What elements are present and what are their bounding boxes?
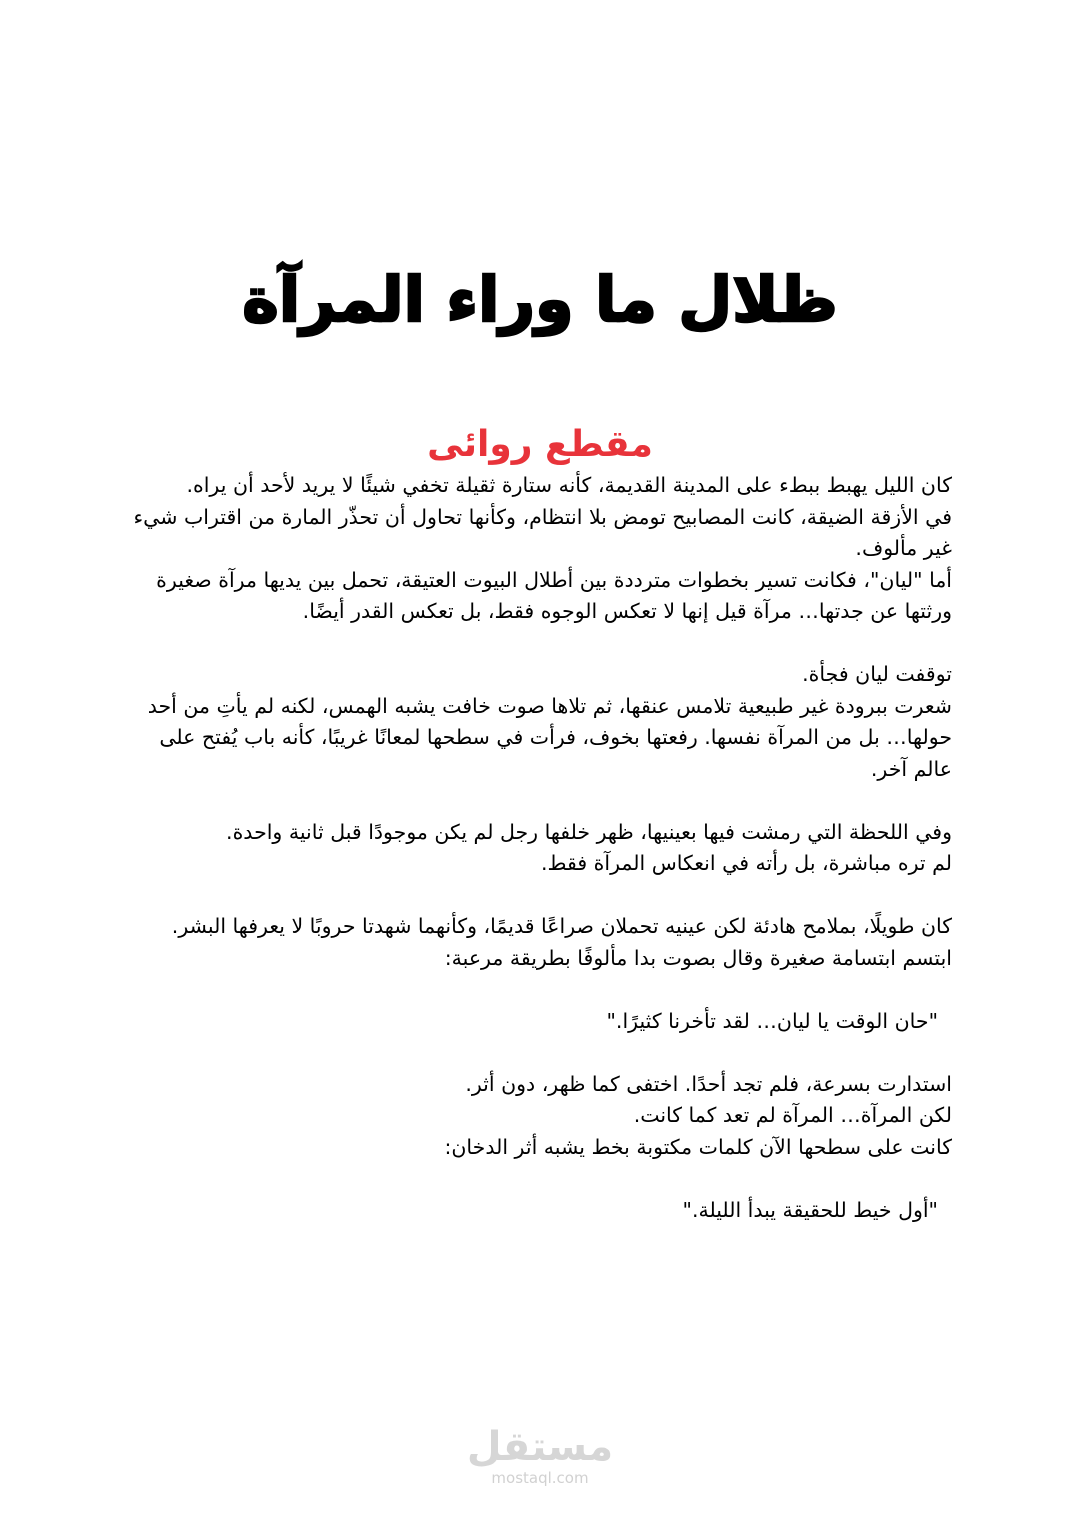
- quote: "حان الوقت يا ليان… لقد تأخرنا كثيرًا.": [606, 1008, 938, 1033]
- paragraph: وفي اللحظة التي رمشت فيها بعينيها، ظهر خلفها رجل لم يكن موجودًا قبل ثانية واحدة.: [226, 819, 952, 844]
- quote: "أول خيط للحقيقة يبدأ الليلة.": [682, 1197, 938, 1222]
- paragraph: لم تره مباشرة، بل رأته في انعكاس المرآة فقط.: [540, 851, 952, 875]
- mostaql-watermark: [460, 1425, 620, 1487]
- paragraph-spacer: [130, 1037, 952, 1069]
- paragraph-spacer: [130, 880, 952, 912]
- document-title: ظلال ما وراء المرآة: [242, 262, 838, 336]
- paragraph: كان طويلًا، بملامح هادئة لكن عينيه تحملان صراعًا قديمًا، وكأنهما شهدتا حروبًا لا يعرفها البشر.: [171, 914, 952, 938]
- paragraph: أما "ليان"، فكانت تسير بخطوات مترددة بين أطلال البيوت العتيقة، تحمل بين يديها مرآة صغيرة ورثتها عن جدتها… مرآة قيل إنها لا تعكس الوجوه فقط، بل تعكس القدر أيضًا.: [156, 567, 952, 623]
- watermark-logo: مستقل: [466, 1424, 614, 1470]
- story-body: [130, 470, 952, 1226]
- paragraph: في الأزقة الضيقة، كانت المصابيح تومض بلا انتظام، وكأنها تحاول أن تحذّر المارة من اقتراب شيء غير مألوف.: [133, 504, 952, 560]
- paragraph: ابتسم ابتسامة صغيرة وقال بصوت بدا مألوفًا بطريقة مرعبة:: [444, 945, 952, 970]
- document-subtitle: مقطع روائى: [427, 423, 653, 465]
- paragraph: استدارت بسرعة، فلم تجد أحدًا. اختفى كما ظهر، دون أثر.: [465, 1071, 952, 1096]
- paragraph-spacer: [130, 1163, 952, 1195]
- paragraph: لكن المرآة… المرآة لم تعد كما كانت.: [633, 1103, 952, 1127]
- paragraph: توقفت ليان فجأة.: [802, 662, 952, 686]
- paragraph: كان الليل يهبط ببطء على المدينة القديمة، كأنه ستارة ثقيلة تخفي شيئًا لا يريد لأحد أن يراه.: [186, 473, 952, 497]
- paragraph: كانت على سطحها الآن كلمات مكتوبة بخط يشبه أثر الدخان:: [444, 1134, 952, 1159]
- paragraph-spacer: [130, 628, 952, 660]
- paragraph-spacer: [130, 785, 952, 817]
- paragraph: شعرت ببرودة غير طبيعية تلامس عنقها، ثم تلاها صوت خافت يشبه الهمس، لكنه لم يأتِ من أحد حولها… بل من المرآة نفسها. رفعتها بخوف، فرأت في سطحها لمعانًا غريبًا، كأنه باب يُفتح على عالم آخر.: [147, 693, 952, 781]
- watermark-url: mostaql.com: [491, 1469, 589, 1487]
- paragraph-spacer: [130, 974, 952, 1006]
